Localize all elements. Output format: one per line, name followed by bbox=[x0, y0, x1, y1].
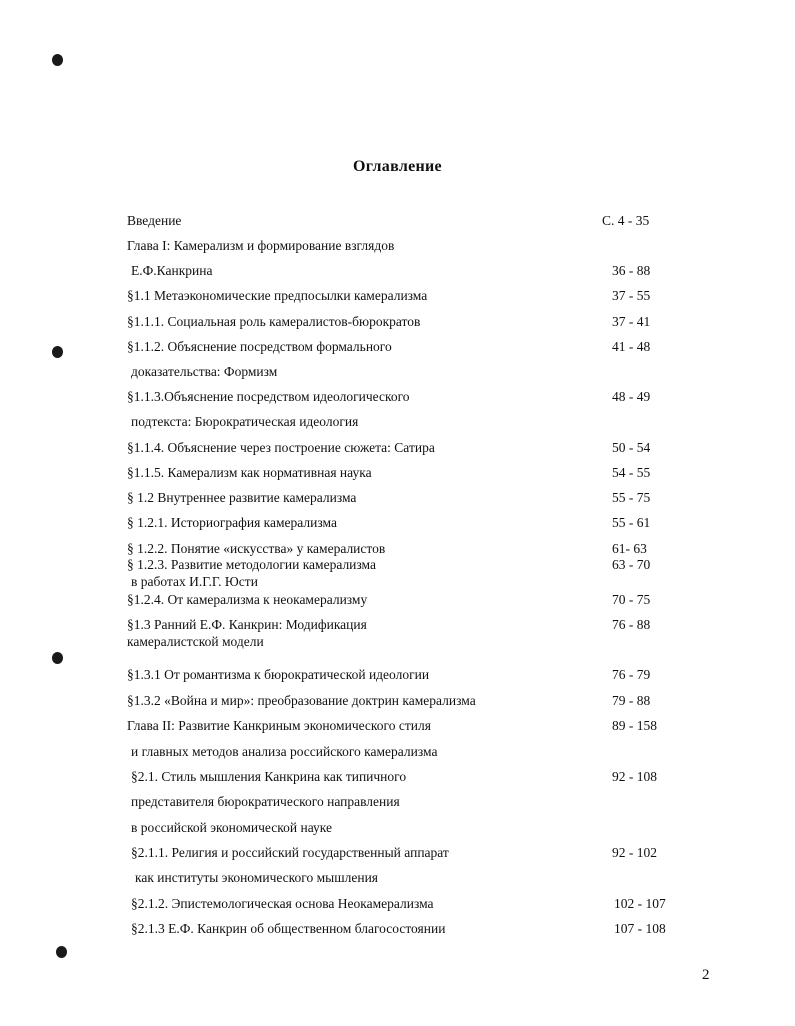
toc-entry-text: § 1.2.3. Развитие методологии камерализма bbox=[127, 557, 376, 572]
toc-entry-text: §1.3.1 От романтизма к бюрократической идеологии bbox=[127, 667, 430, 682]
toc-entry-pages: 37 - 41 bbox=[612, 314, 651, 329]
toc-entry-text: §1.3.2 «Война и мир»: преобразование доктрин камерализма bbox=[127, 693, 476, 708]
toc-entry bbox=[0, 362, 795, 382]
toc-entry-text: камералистской модели bbox=[127, 634, 264, 649]
toc-entry bbox=[0, 665, 795, 685]
toc-entry-text: §1.1.4. Объяснение через построение сюжета: Сатира bbox=[127, 440, 435, 455]
toc-entry-text: в российской экономической науке bbox=[131, 820, 332, 835]
toc-entry bbox=[0, 767, 795, 787]
toc-entry-text: § 1.2.2. Понятие «искусства» у камералистов bbox=[127, 541, 386, 556]
toc-entry-text: подтекста: Бюрократическая идеология bbox=[131, 414, 359, 429]
toc-entry-text: §1.1.5. Камерализм как нормативная наука bbox=[127, 465, 372, 480]
toc-entry bbox=[0, 716, 795, 736]
toc-entry-text: Введение bbox=[127, 213, 182, 228]
toc-entry bbox=[0, 894, 795, 914]
toc-entry-text: §1.1.1. Социальная роль камералистов-бюрократов bbox=[127, 314, 421, 329]
toc-entry bbox=[0, 211, 795, 231]
toc-entry-pages: 48 - 49 bbox=[612, 389, 651, 404]
toc-entry-text: §1.3 Ранний Е.Ф. Канкрин: Модификация bbox=[127, 617, 367, 632]
toc-entry-pages: 55 - 61 bbox=[612, 515, 651, 530]
toc-entry-text: Глава I: Камерализм и формирование взглядов bbox=[127, 238, 395, 253]
toc-entry bbox=[0, 632, 795, 652]
toc-entry-pages: С. 4 - 35 bbox=[602, 213, 650, 228]
binding-hole-mark bbox=[56, 946, 67, 958]
toc-entry-text: в работах И.Г.Г. Юсти bbox=[131, 574, 258, 589]
toc-entry-text: как институты экономического мышления bbox=[135, 870, 379, 885]
toc-entry-pages: 107 - 108 bbox=[614, 921, 666, 936]
toc-entry bbox=[0, 513, 795, 533]
toc-entry-pages: 89 - 158 bbox=[612, 718, 657, 733]
toc-entry-pages: 55 - 75 bbox=[612, 490, 651, 505]
toc-entry bbox=[0, 792, 795, 812]
toc-entry-pages: 37 - 55 bbox=[612, 288, 651, 303]
toc-entry-text: §1.2.4. От камерализма к неокамерализму bbox=[127, 592, 368, 607]
toc-entry bbox=[0, 742, 795, 762]
toc-entry-pages: 41 - 48 bbox=[612, 339, 651, 354]
toc-entry-text: §2.1.3 Е.Ф. Канкрин об общественном благосостоянии bbox=[131, 921, 446, 936]
toc-entry-pages: 79 - 88 bbox=[612, 693, 651, 708]
toc-entry bbox=[0, 488, 795, 508]
toc-entry bbox=[0, 572, 795, 592]
toc-entry-pages: 70 - 75 bbox=[612, 592, 651, 607]
toc-entry bbox=[0, 312, 795, 332]
toc-entry bbox=[0, 818, 795, 838]
toc-entry-text: §1.1.2. Объяснение посредством формального bbox=[127, 339, 392, 354]
toc-entry-text: §1.1.3.Объяснение посредством идеологического bbox=[127, 389, 410, 404]
toc-entry bbox=[0, 438, 795, 458]
toc-entry-pages: 61- 63 bbox=[612, 541, 647, 556]
toc-entry-pages: 92 - 102 bbox=[612, 845, 657, 860]
toc-entry-text: §2.1.2. Эпистемологическая основа Неокамерализма bbox=[131, 896, 434, 911]
toc-entry-text: Е.Ф.Канкрина bbox=[131, 263, 213, 278]
toc-entry bbox=[0, 286, 795, 306]
binding-hole-mark bbox=[52, 652, 63, 664]
toc-entry-pages: 36 - 88 bbox=[612, 263, 651, 278]
toc-entry bbox=[0, 387, 795, 407]
toc-entry-pages: 63 - 70 bbox=[612, 557, 651, 572]
page-title: Оглавление bbox=[353, 158, 442, 175]
toc-entry bbox=[0, 691, 795, 711]
toc-entry-text: §2.1. Стиль мышления Канкрина как типичного bbox=[131, 769, 407, 784]
toc-entry-text: представителя бюрократического направления bbox=[131, 794, 400, 809]
toc-entry-pages: 50 - 54 bbox=[612, 440, 651, 455]
binding-hole-mark bbox=[52, 54, 63, 66]
toc-entry-pages: 102 - 107 bbox=[614, 896, 666, 911]
toc-entry-text: доказательства: Формизм bbox=[131, 364, 278, 379]
toc-entry-pages: 54 - 55 bbox=[612, 465, 651, 480]
toc-entry-text: и главных методов анализа российского камерализма bbox=[131, 744, 438, 759]
toc-entry bbox=[0, 261, 795, 281]
toc-entry-pages: 76 - 88 bbox=[612, 617, 651, 632]
toc-entry-text: §2.1.1. Религия и российский государственный аппарат bbox=[131, 845, 449, 860]
toc-entry-pages: 92 - 108 bbox=[612, 769, 657, 784]
toc-entry bbox=[0, 337, 795, 357]
toc-entry-text: Глава II: Развитие Канкриным экономического стиля bbox=[127, 718, 431, 733]
toc-entry-text: § 1.2 Внутреннее развитие камерализма bbox=[127, 490, 357, 505]
toc-entry-text: § 1.2.1. Историография камерализма bbox=[127, 515, 337, 530]
toc-entry bbox=[0, 868, 795, 888]
toc-entry bbox=[0, 412, 795, 432]
toc-entry bbox=[0, 919, 795, 939]
toc-entry bbox=[0, 590, 795, 610]
toc-entry-pages: 76 - 79 bbox=[612, 667, 651, 682]
toc-entry bbox=[0, 236, 795, 256]
toc-entry-text: §1.1 Метаэкономические предпосылки камерализма bbox=[127, 288, 428, 303]
page-number: 2 bbox=[702, 967, 710, 983]
toc-entry bbox=[0, 463, 795, 483]
toc-entry bbox=[0, 843, 795, 863]
